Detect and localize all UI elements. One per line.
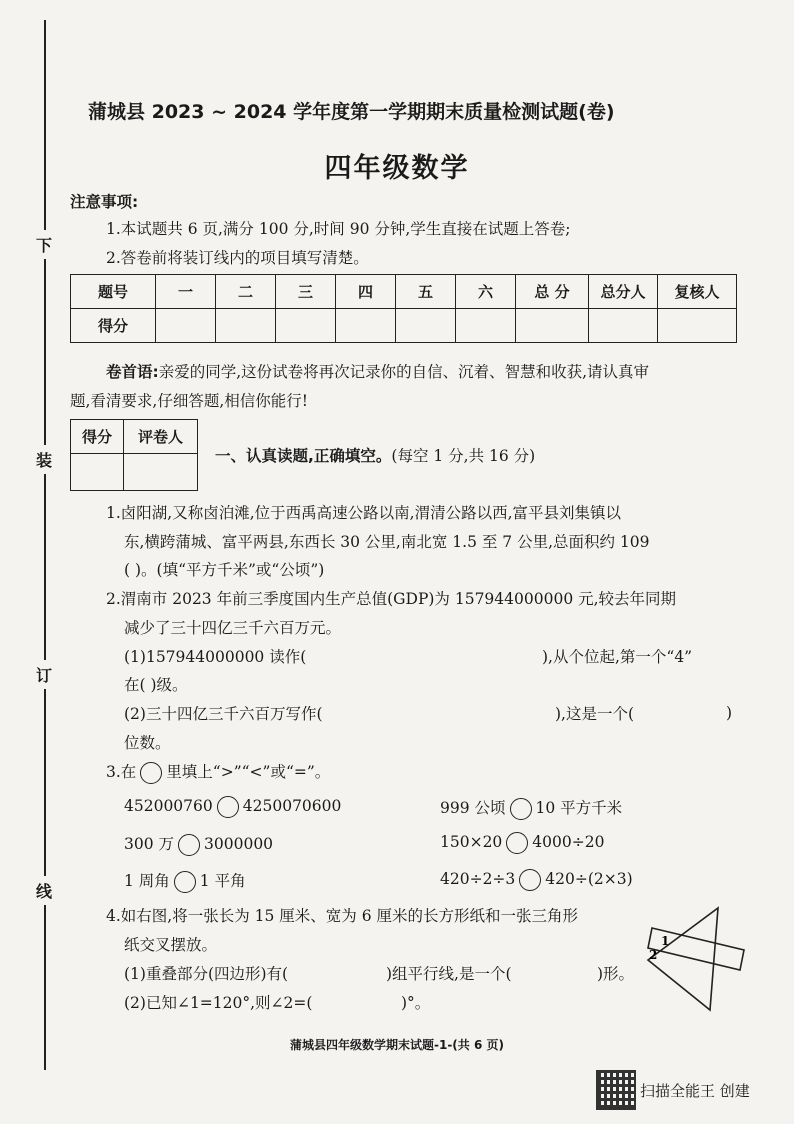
triangle-paper-shape bbox=[648, 908, 718, 1010]
q3-expr: 452000760 bbox=[124, 797, 213, 815]
score-table-header bbox=[71, 275, 737, 309]
q4-part-1-middle: )组平行线,是一个( bbox=[386, 965, 512, 983]
q3-expr: 420÷(2×3) bbox=[545, 870, 633, 888]
binding-label-zhuang: 装 bbox=[36, 445, 52, 474]
q4-line-1: 4.如右图,将一张长为 15 厘米、宽为 6 厘米的长方形纸和一张三角形 bbox=[106, 907, 579, 925]
q1-line-1: 1.卤阳湖,又称卤泊滩,位于西禹高速公路以南,渭清公路以西,富平县刘集镇以 bbox=[106, 504, 621, 522]
q3-expr: 150×20 bbox=[440, 833, 503, 851]
score-header-cell: 五 bbox=[396, 275, 456, 309]
q3-row-2-left bbox=[124, 832, 273, 856]
score-header-cell: 二 bbox=[216, 275, 276, 309]
q2-part-2-close: ) bbox=[726, 704, 733, 722]
q4-line-2: 纸交叉摆放。 bbox=[124, 936, 218, 954]
q3-row-1-right bbox=[440, 796, 622, 820]
q3-prompt-a: 3.在 bbox=[106, 763, 137, 781]
score-header-cell: 三 bbox=[276, 275, 336, 309]
qr-code-icon bbox=[596, 1070, 636, 1110]
circle-blank-icon bbox=[140, 762, 162, 784]
q4-part-1-end: )形。 bbox=[597, 965, 635, 983]
grader-table bbox=[70, 419, 198, 491]
q4-part-1-start: (1)重叠部分(四边形)有( bbox=[124, 965, 289, 983]
score-header-cell: 总分人 bbox=[589, 275, 658, 309]
q3-expr: 1 周角 bbox=[124, 872, 170, 890]
q1-line-2: 东,横跨蒲城、富平两县,东西长 30 公里,南北宽 1.5 至 7 公里,总面积约 109 bbox=[124, 533, 650, 551]
binding-label-xia: 下 bbox=[36, 230, 52, 259]
grader-header-score: 得分 bbox=[71, 420, 124, 454]
compare-circle[interactable] bbox=[506, 832, 528, 854]
q3-prompt bbox=[106, 760, 330, 784]
grader-header-grader: 评卷人 bbox=[124, 420, 198, 454]
page-footer: 蒲城县四年级数学期末试题-1-(共 6 页) bbox=[290, 1038, 504, 1052]
score-header-cell: 题号 bbox=[71, 275, 156, 309]
q3-prompt-b: 里填上“>”“<”或“=”。 bbox=[166, 763, 331, 781]
exam-title: 蒲城县 2023 ~ 2024 学年度第一学期期末质量检测试题(卷) bbox=[88, 101, 615, 123]
preface-text-1: 亲爱的同学,这份试卷将再次记录你的自信、沉着、智慧和收获,请认真审 bbox=[158, 363, 650, 381]
score-header-cell: 四 bbox=[336, 275, 396, 309]
section-1-title: 一、认真读题,正确填空。 bbox=[215, 447, 392, 465]
scanner-watermark: 扫描全能王 创建 bbox=[640, 1082, 750, 1100]
q3-expr: 4250070600 bbox=[242, 797, 342, 815]
q3-row-3-left bbox=[124, 869, 246, 893]
compare-circle[interactable] bbox=[178, 834, 200, 856]
score-cell[interactable] bbox=[589, 309, 658, 343]
score-table-row bbox=[71, 309, 737, 343]
compare-circle[interactable] bbox=[510, 798, 532, 820]
angle-1-label: 1 bbox=[661, 934, 670, 948]
score-cell[interactable] bbox=[456, 309, 516, 343]
preface-label: 卷首语: bbox=[106, 363, 159, 381]
q3-row-3-right bbox=[440, 869, 633, 891]
score-cell[interactable] bbox=[216, 309, 276, 343]
q4-part-2-start: (2)已知∠1=120°,则∠2=( bbox=[124, 994, 313, 1012]
q3-expr: 3000000 bbox=[204, 835, 274, 853]
q2-part-2-middle: ),这是一个( bbox=[555, 705, 635, 723]
q3-expr: 999 公顷 bbox=[440, 799, 506, 817]
angle-2-label: 2 bbox=[649, 948, 658, 962]
exam-subtitle: 四年级数学 bbox=[324, 153, 470, 184]
q3-row-1-left bbox=[124, 796, 341, 818]
q3-expr: 300 万 bbox=[124, 835, 175, 853]
q2-line-2: 减少了三十四亿三千六百万元。 bbox=[124, 619, 342, 637]
binding-label-ding: 订 bbox=[36, 660, 52, 689]
score-header-cell: 一 bbox=[156, 275, 216, 309]
q2-line-1: 2.渭南市 2023 年前三季度国内生产总值(GDP)为 157944000000 元,较去年同期 bbox=[106, 590, 677, 608]
q2-part-1-end: ),从个位起,第一个“4” bbox=[542, 648, 693, 666]
score-cell[interactable] bbox=[276, 309, 336, 343]
q2-part-2-end: 位数。 bbox=[124, 734, 171, 752]
q4-part-2-end: )°。 bbox=[401, 994, 431, 1012]
score-row-label: 得分 bbox=[71, 309, 156, 343]
compare-circle[interactable] bbox=[174, 871, 196, 893]
score-cell[interactable] bbox=[658, 309, 737, 343]
grader-name-cell[interactable] bbox=[124, 454, 198, 491]
score-cell[interactable] bbox=[396, 309, 456, 343]
section-1-note: (每空 1 分,共 16 分) bbox=[391, 447, 536, 465]
q3-expr: 1 平角 bbox=[199, 872, 246, 890]
compare-circle[interactable] bbox=[217, 796, 239, 818]
notes-heading: 注意事项: bbox=[70, 193, 139, 211]
score-header-cell: 复核人 bbox=[658, 275, 737, 309]
preface-line-1 bbox=[106, 360, 649, 382]
grader-score-cell[interactable] bbox=[71, 454, 124, 491]
notes-item-2: 2.答卷前将装订线内的项目填写清楚。 bbox=[106, 249, 369, 267]
q2-part-1-start: (1)157944000000 读作( bbox=[124, 648, 307, 666]
q3-row-2-right bbox=[440, 832, 604, 854]
score-cell[interactable] bbox=[336, 309, 396, 343]
overlap-figure bbox=[644, 906, 748, 1018]
preface-line-2: 题,看清要求,仔细答题,相信你能行! bbox=[70, 392, 309, 410]
score-cell[interactable] bbox=[156, 309, 216, 343]
section-1-heading bbox=[215, 444, 535, 466]
q1-line-3: ( )。(填“平方千米”或“公顷”) bbox=[124, 561, 325, 579]
binding-label-xian: 线 bbox=[36, 876, 52, 905]
q2-part-2-start: (2)三十四亿三千六百万写作( bbox=[124, 705, 323, 723]
q3-expr: 4000÷20 bbox=[532, 833, 605, 851]
notes-item-1: 1.本试题共 6 页,满分 100 分,时间 90 分钟,学生直接在试题上答卷; bbox=[106, 220, 571, 238]
compare-circle[interactable] bbox=[519, 869, 541, 891]
score-header-cell: 总 分 bbox=[516, 275, 589, 309]
score-cell[interactable] bbox=[516, 309, 589, 343]
q3-expr: 10 平方千米 bbox=[535, 799, 623, 817]
score-header-cell: 六 bbox=[456, 275, 516, 309]
q2-part-1-level: 在( )级。 bbox=[124, 676, 188, 694]
score-table bbox=[70, 274, 737, 343]
q3-expr: 420÷2÷3 bbox=[440, 870, 516, 888]
